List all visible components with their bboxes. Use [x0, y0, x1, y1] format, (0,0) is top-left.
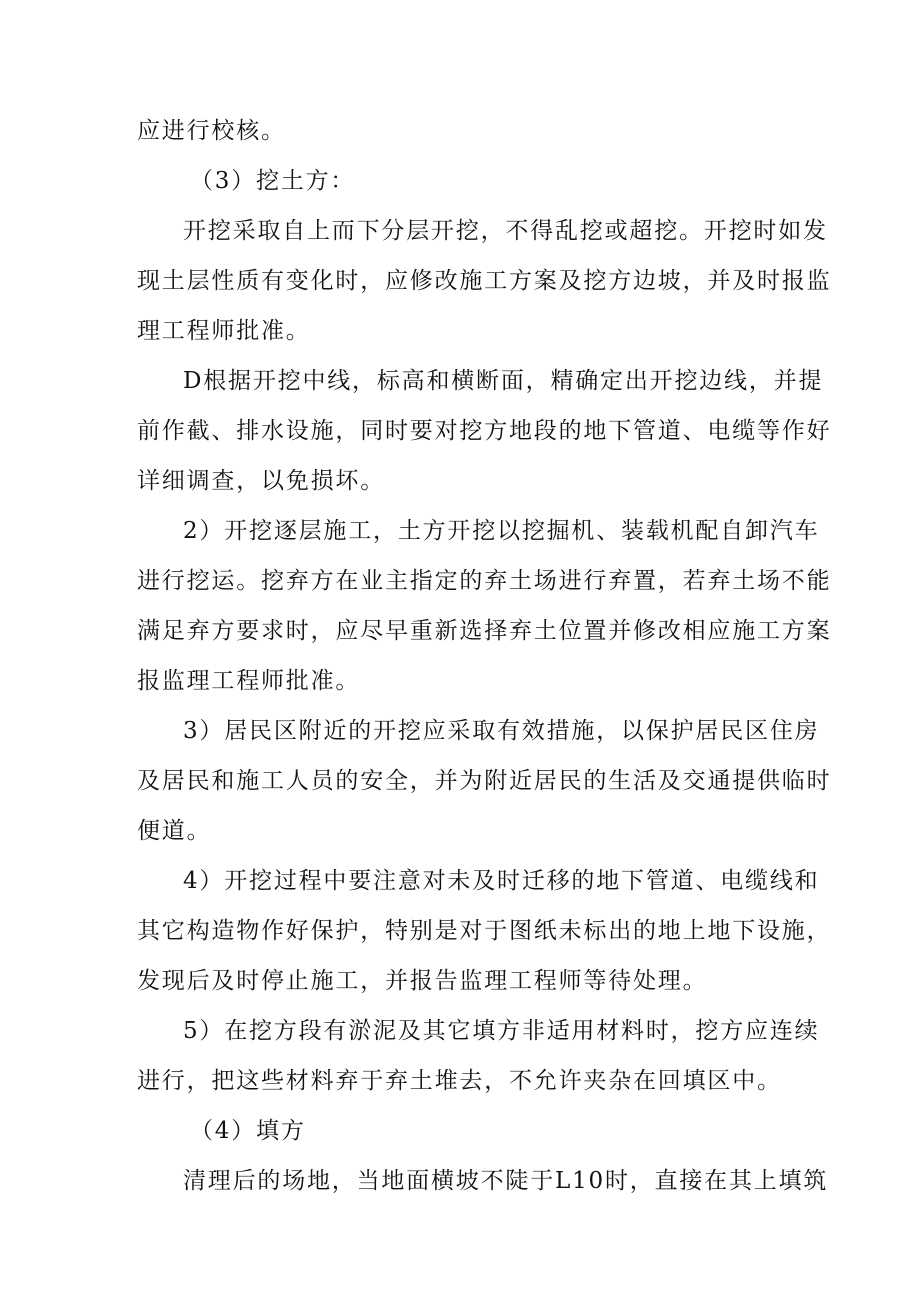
text-line-4: 现土层性质有变化时，应修改施工方案及挖方边坡，并及时报监: [137, 268, 832, 294]
text-line-7: 前作截、排水设施，同时要对挖方地段的地下管道、电缆等作好: [137, 418, 832, 444]
text-line-17: 其它构造物作好保护，特别是对于图纸未标出的地上地下设施，: [137, 918, 832, 944]
text-line-22: 清理后的场地，当地面横坡不陡于L10时，直接在其上填筑: [183, 1168, 829, 1194]
text-line-16: 4）开挖过程中要注意对未及时迁移的地下管道、电缆线和: [183, 868, 820, 894]
text-line-3: 开挖采取自上而下分层开挖，不得乱挖或超挖。开挖时如发: [183, 218, 828, 244]
text-line-19: 5）在挖方段有淤泥及其它填方非适用材料时，挖方应连续: [183, 1018, 820, 1044]
text-line-20: 进行，把这些材料弃于弃土堆去，不允许夹杂在回填区中。: [137, 1068, 782, 1094]
section-heading-3: （3）挖土方：: [190, 168, 356, 194]
text-line-10: 进行挖运。挖弃方在业主指定的弃土场进行弃置，若弃土场不能: [137, 568, 832, 594]
text-line-14: 及居民和施工人员的安全，并为附近居民的生活及交通提供临时: [137, 768, 832, 794]
text-line-18: 发现后及时停止施工，并报告监理工程师等待处理。: [137, 968, 708, 994]
text-line-8: 详细调查，以免损坏。: [137, 468, 385, 494]
text-line-5: 理工程师批准。: [137, 318, 311, 344]
text-line-11: 满足弃方要求时，应尽早重新选择弃土位置并修改相应施工方案: [137, 618, 832, 644]
text-line-1: 应进行校核。: [137, 118, 286, 144]
text-line-9: 2）开挖逐层施工，土方开挖以挖掘机、装载机配自卸汽车: [183, 518, 820, 544]
text-line-13: 3）居民区附近的开挖应采取有效措施，以保护居民区住房: [183, 718, 820, 744]
text-line-12: 报监理工程师批准。: [137, 668, 361, 694]
text-line-15: 便道。: [137, 818, 212, 844]
text-line-6: D根据开挖中线，标高和横断面，精确定出开挖边线，并提: [183, 368, 824, 394]
section-heading-4: （4）填方: [190, 1118, 306, 1144]
